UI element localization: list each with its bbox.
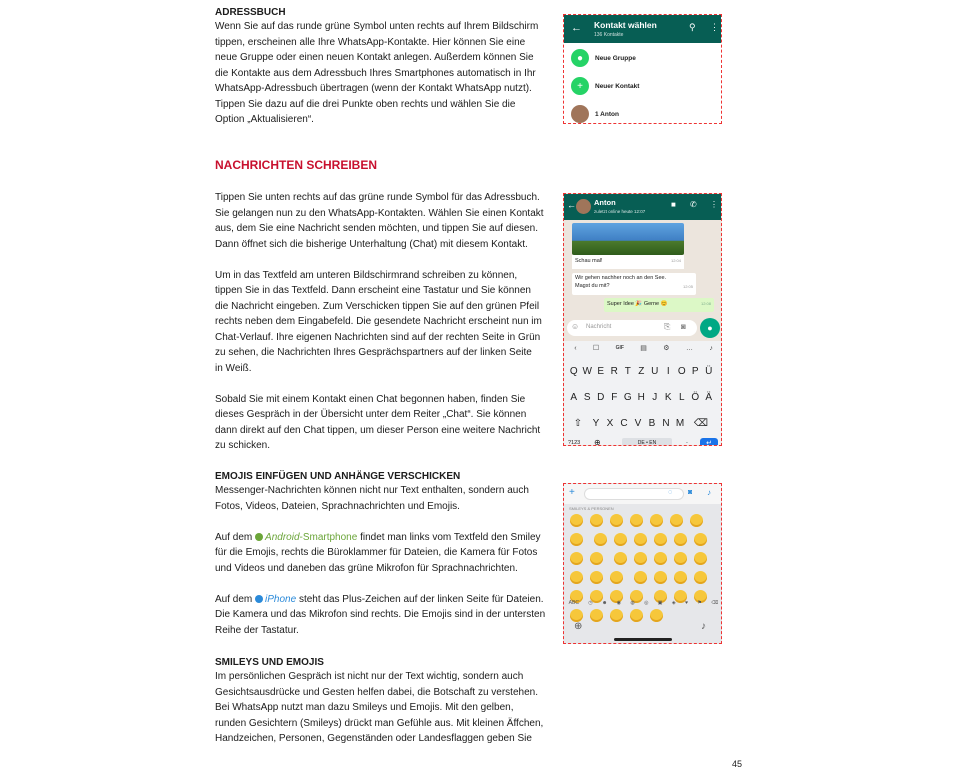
emoji[interactable] [650, 609, 663, 622]
emoji[interactable] [694, 552, 707, 565]
para-nachrichten-1 [215, 190, 549, 252]
text-line: Bei WhatsApp nutzt man dazu Smileys und Emojis. Mit den gelben, [215, 702, 514, 713]
food-icon[interactable]: ◍ [630, 600, 635, 606]
text-line: Um in das Textfeld am unteren Bildschirmrand schreiben zu können, [215, 269, 518, 281]
clipboard-icon[interactable]: ▤ [640, 345, 647, 352]
key[interactable]: Ü [705, 366, 713, 377]
key[interactable]: R [610, 366, 618, 377]
contact-anton-item[interactable] [571, 105, 619, 123]
item-label: Neuer Kontakt [595, 82, 640, 90]
emoji[interactable] [654, 533, 667, 546]
key[interactable]: F [611, 392, 618, 403]
key[interactable]: X [606, 418, 614, 429]
key-row-4 [564, 438, 722, 446]
avatar [571, 105, 589, 123]
text-line [215, 592, 549, 608]
avatar [576, 199, 591, 214]
text-line: Tippen Sie unten rechts auf das grüne runde Symbol für das Adressbuch. [215, 192, 540, 203]
message-time: 12:05 [682, 283, 693, 289]
text-line: Fotos, Videos, Dateien, Sprachnachrichten und Emojis. [215, 500, 460, 512]
text-line: Die Kamera und das Mikrofon sind rechts. Die Emojis sind in der untersten [215, 609, 546, 620]
apple-icon [255, 595, 263, 603]
contacts-count: 136 Kontakte [594, 32, 624, 38]
text-line: tippen, erscheinen alle Ihre WhatsApp-Kontakte. Hier können Sie eine [215, 36, 526, 48]
text-line: runden Gesichtern (Smileys) drückt man Gefühle aus. Mit kleinen Äffchen, [215, 717, 544, 729]
text-line: und Videos und daneben das grüne Mikrofon für Sprachnachrichten. [215, 562, 518, 574]
text-span: Auf dem [215, 593, 256, 605]
emoji[interactable] [610, 571, 623, 584]
key[interactable]: O [677, 366, 686, 377]
text-line: zu sehen, die Nachrichten Ihres Gesprächspartners auf der linken Seite [215, 347, 532, 358]
emoji[interactable] [654, 571, 667, 584]
sent-message [604, 298, 714, 312]
text-line: dann direkt auf den Chat tippen, um dieser Person eine weitere Nachricht [215, 424, 541, 436]
shift-key[interactable]: ⇧ [573, 418, 583, 429]
key[interactable]: H [637, 392, 645, 403]
globe-icon[interactable]: ⊕ [574, 621, 583, 632]
text-line: Messenger-Nachrichten können nicht nur Text enthalten, sondern auch [215, 485, 529, 496]
emoji[interactable] [650, 514, 663, 527]
emoji[interactable] [630, 514, 643, 527]
text-line: tippen Sie in das Textfeld. Dann erscheint eine Tastatur und Sie können [215, 285, 531, 296]
text-line: zu schicken. [215, 440, 271, 451]
enter-key[interactable]: ↵ [700, 438, 718, 446]
emoji[interactable] [690, 514, 703, 527]
text-line: in Weiß. [215, 362, 252, 374]
smiley-icon[interactable]: ☻ [602, 600, 608, 606]
emoji-category-label: SMILEYS & PERSONEN [569, 506, 614, 511]
settings-icon[interactable]: ⚙ [663, 345, 670, 352]
section-emojis [215, 470, 549, 638]
received-message-1 [572, 255, 684, 269]
android-suffix: -Smartphone [299, 531, 358, 543]
sticker-icon[interactable]: ◌ [668, 489, 673, 496]
text-line: dieses Gespräch in der Übersicht unter dem Reiter „Chat“. Sie können [215, 409, 527, 420]
received-message-2 [572, 273, 696, 295]
para-ios [215, 592, 549, 639]
animal-icon[interactable]: ◉ [616, 600, 621, 606]
emoji[interactable] [654, 552, 667, 565]
key[interactable]: E [597, 366, 605, 377]
message-text: Super Idee 🎉 Gerne 😊 [607, 301, 668, 307]
chat-contact-name: Anton [594, 198, 616, 207]
ios-input-bar [564, 484, 721, 504]
text-line: Chat-Verlauf. Ihre eigenen Nachrichten sind auf der rechten Seite in Grün [215, 331, 541, 343]
text-line: die Kontakte aus dem Adressbuch Ihres Smartphones automatisch in Ihr [215, 67, 536, 79]
key[interactable]: M [675, 418, 685, 429]
emoji[interactable] [610, 514, 623, 527]
emoji[interactable] [570, 533, 583, 546]
emoji[interactable] [570, 514, 583, 527]
microphone-icon[interactable]: ♪ [707, 488, 711, 497]
key[interactable]: B [648, 418, 656, 429]
emoji[interactable] [674, 533, 687, 546]
para-android [215, 530, 549, 577]
message-time: 12:08 [700, 301, 711, 306]
abc-key[interactable]: ABC [568, 600, 579, 606]
android-icon [255, 533, 263, 541]
key[interactable]: T [624, 366, 631, 377]
key[interactable]: Q [569, 366, 578, 377]
text-span: steht das Plus-Zeichen auf der linken Seite für Dateien. [296, 593, 544, 605]
emoji[interactable] [590, 609, 603, 622]
emoji[interactable] [694, 571, 707, 584]
heading-emojis: EMOJIS EINFÜGEN UND ANHÄNGE VERSCHICKEN [215, 471, 461, 482]
text-line: Reihe der Tastatur. [215, 624, 299, 636]
phone-icon[interactable]: ✆ [690, 200, 697, 209]
search-icon[interactable]: ⚲ [689, 22, 696, 32]
emoji[interactable] [670, 514, 683, 527]
item-label: 1 Anton [595, 110, 619, 118]
text-line: Sie gelangen nun zu den WhatsApp-Kontakten. Wählen Sie einen Kontakt [215, 207, 544, 219]
emoji[interactable] [634, 571, 647, 584]
key-row-3 [564, 413, 722, 431]
microphone-icon[interactable]: ♪ [701, 621, 706, 632]
key[interactable]: C [620, 418, 628, 429]
text-line: für die Emojis, rechts die Büroklammer für Dateien, die Kamera für Fotos [215, 547, 538, 558]
key[interactable]: Ä [705, 392, 713, 403]
new-contact-item[interactable] [571, 77, 639, 95]
text-line: die Nachricht eingeben. Zum Verschicken tippen Sie auf den grünen Pfeil [215, 300, 540, 312]
text-line: Dann öffnet sich die bisherige Unterhaltung (Chat) mit diesem Kontakt. [215, 238, 528, 250]
key[interactable]: W [582, 366, 592, 377]
more-icon[interactable]: … [685, 344, 693, 352]
emoji-category-bar [564, 597, 722, 609]
message-text: Wir gehen nachher noch an den See. [575, 275, 667, 281]
emoji[interactable] [570, 571, 583, 584]
camera-icon[interactable]: ◙ [688, 489, 693, 496]
message-time: 12:04 [670, 258, 681, 263]
page-number: 45 [732, 759, 743, 769]
objects-icon[interactable]: ◈ [671, 600, 676, 606]
numbers-key[interactable]: ?123 [568, 440, 581, 446]
text-line: Option „Aktualisieren“. [215, 114, 314, 125]
microphone-icon[interactable]: ● [700, 318, 720, 338]
contacts-title: Kontakt wählen [594, 20, 657, 30]
key[interactable]: I [666, 366, 670, 377]
back-arrow-icon[interactable]: ← [571, 22, 582, 34]
iphone-link[interactable]: iPhone [265, 593, 297, 605]
message-text: Schau mal! [575, 258, 603, 264]
key[interactable]: Y [592, 418, 600, 429]
smiley-icon[interactable]: ☺ [571, 322, 580, 331]
emoji[interactable] [594, 533, 607, 546]
screenshot-chat [563, 193, 722, 446]
text-line: Gesichtsausdrücke und Gesten helfen dabei, die Botschaft zu verstehen. [215, 686, 538, 698]
screenshot-contacts [563, 14, 722, 124]
symbols-icon[interactable]: ♥ [685, 600, 689, 606]
contacts-list [564, 43, 721, 124]
heading-smileys: SMILEYS UND EMOJIS [215, 657, 324, 668]
paperclip-icon[interactable]: ⎘ [664, 322, 671, 331]
emoji[interactable] [610, 609, 623, 622]
emoji[interactable] [590, 571, 603, 584]
para-nachrichten-2 [215, 268, 549, 377]
emoji[interactable] [674, 571, 687, 584]
emoji[interactable] [614, 533, 627, 546]
section-adressbuch [215, 6, 549, 128]
key[interactable]: Ö [691, 392, 700, 403]
key[interactable]: P [691, 366, 699, 377]
key[interactable]: D [597, 392, 605, 403]
key[interactable]: N [662, 418, 670, 429]
emoji[interactable] [614, 552, 627, 565]
key-row-2 [564, 387, 722, 405]
new-group-item[interactable] [571, 49, 636, 67]
screenshot-emoji-keyboard [563, 483, 722, 644]
key[interactable]: Z [638, 366, 645, 377]
travel-icon[interactable]: ▣ [657, 600, 663, 606]
emoji[interactable] [634, 533, 647, 546]
heading-nachrichten: NACHRICHTEN SCHREIBEN [215, 158, 378, 172]
item-label: Neue Gruppe [595, 54, 636, 62]
text-line: Tippen Sie dazu auf die drei Punkte oben rechts und wählen Sie die [215, 98, 516, 110]
emoji[interactable] [570, 552, 583, 565]
chat-status: zuletzt online heute 12:07 [594, 209, 646, 214]
para-adressbuch [215, 19, 549, 128]
sport-icon[interactable]: ◎ [644, 600, 649, 606]
globe-icon[interactable]: ⊕ [594, 438, 601, 446]
emoji[interactable] [694, 533, 707, 546]
recent-icon[interactable]: ◷ [588, 600, 593, 606]
plus-icon[interactable]: + [569, 487, 575, 498]
photo-message[interactable] [572, 223, 684, 255]
gif-button[interactable]: GIF [615, 345, 624, 351]
video-call-icon[interactable]: ■ [671, 200, 676, 209]
sticker-icon[interactable]: ☐ [592, 345, 600, 352]
keyboard [564, 341, 722, 446]
key[interactable]: J [652, 392, 658, 403]
emoji[interactable] [630, 609, 643, 622]
text-span: Auf dem [215, 531, 256, 543]
chat-header [564, 194, 721, 220]
emoji[interactable] [590, 514, 603, 527]
home-indicator [614, 638, 672, 641]
text-span: findet man links vom Textfeld den Smiley [357, 531, 541, 543]
back-arrow-icon[interactable]: ← [567, 200, 576, 210]
key[interactable]: A [570, 392, 578, 403]
add-person-icon: + [571, 77, 589, 95]
text-line: aus, dem Sie eine Nachricht senden möchten, und tippen Sie auf diesen. [215, 223, 538, 234]
emoji[interactable] [590, 552, 603, 565]
para-nachrichten-3 [215, 392, 549, 454]
text-line: Im persönlichen Gespräch ist nicht nur der Text wichtig, sondern auch [215, 671, 524, 682]
text-line: rechts neben dem Eingabefeld. Die gesendete Nachricht erscheint nun im [215, 316, 542, 327]
text-line: WhatsApp-Adressbuch übertragen (wenn der Kontakt WhatsApp nutzt). [215, 83, 532, 94]
key[interactable]: L [678, 392, 685, 403]
emoji[interactable] [634, 552, 647, 565]
section-smileys [215, 656, 549, 747]
text-line: Sobald Sie mit einem Kontakt einen Chat begonnen haben, finden Sie [215, 393, 526, 405]
text-line: Wenn Sie auf das runde grüne Symbol unten rechts auf Ihrem Bildschirm [215, 21, 539, 32]
microphone-icon[interactable]: ♪ [709, 344, 713, 352]
android-link[interactable]: Android [265, 531, 300, 543]
key[interactable]: K [664, 392, 672, 403]
key[interactable]: U [651, 366, 659, 377]
backspace-icon[interactable]: ⌫ [693, 418, 709, 429]
chevron-left-icon[interactable]: ‹ [574, 344, 577, 352]
period-key[interactable]: . [686, 438, 688, 445]
key[interactable]: V [634, 418, 642, 429]
flag-icon[interactable]: ⚑ [697, 600, 702, 606]
key-row-1 [564, 361, 722, 379]
message-text: Magst du mit? [575, 282, 610, 289]
backspace-icon[interactable]: ⌫ [711, 600, 719, 606]
heading-adressbuch: ADRESSBUCH [215, 7, 286, 18]
more-options-icon[interactable]: ⋮ [710, 22, 719, 32]
message-input[interactable] [567, 320, 697, 336]
key[interactable]: G [623, 392, 632, 403]
more-options-icon[interactable]: ⋮ [710, 200, 718, 209]
text-line: neue Gruppe oder einen neuen Kontakt anlegen. Außerdem können Sie [215, 52, 534, 63]
section-nachrichten [215, 190, 549, 454]
text-line [215, 530, 549, 546]
space-key[interactable]: DE • EN [622, 438, 672, 446]
group-icon: ● [571, 49, 589, 67]
input-placeholder: Nachricht [586, 324, 612, 330]
key[interactable]: S [583, 392, 591, 403]
keyboard-toolbar [564, 341, 722, 355]
text-line: Handzeichen, Personen, Gegenständen oder Landesflaggen geben Sie [215, 733, 532, 744]
emoji[interactable] [674, 552, 687, 565]
contacts-header [564, 15, 721, 43]
camera-icon[interactable]: ◙ [681, 322, 686, 331]
